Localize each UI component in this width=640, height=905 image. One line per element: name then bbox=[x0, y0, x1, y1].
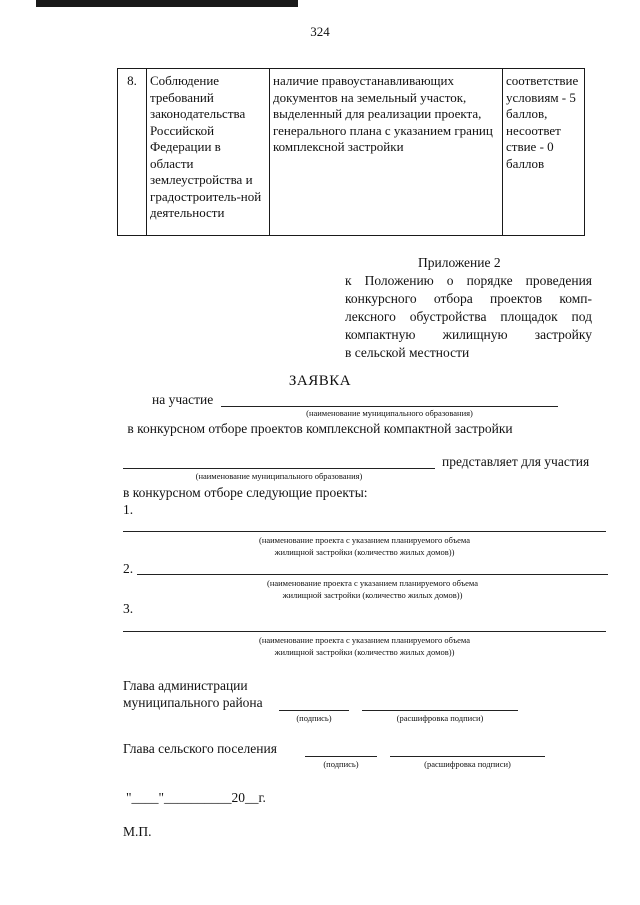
appendix-line: лексного обустройства площадок под bbox=[345, 309, 592, 324]
appendix-text bbox=[345, 272, 592, 362]
criteria-table bbox=[117, 68, 585, 236]
participation-label: на участие bbox=[152, 392, 214, 407]
documents-cell: наличие правоустанавливающих документов на земельный участок, выделенный для реализации проекта, генерального плана с указанием границ комплексной застройки bbox=[270, 69, 503, 236]
following-projects-label: в конкурсном отборе следующие проекты: bbox=[123, 485, 368, 500]
appendix-title: Приложение 2 bbox=[418, 255, 501, 270]
project-caption-1b: жилищной застройки (количество жилых домов)) bbox=[274, 547, 455, 557]
settlement-signature-line[interactable] bbox=[305, 756, 377, 757]
settlement-decoding-caption: (расшифровка подписи) bbox=[424, 759, 511, 769]
criterion-cell: Соблюдение требований законодательства Российской Федерации в области землеустройства и градостроитель-ной деятельности bbox=[147, 69, 270, 236]
table-row bbox=[118, 69, 585, 236]
admin-signature-line[interactable] bbox=[279, 710, 349, 711]
head-admin-line2: муниципального района bbox=[123, 695, 263, 710]
project-caption-2b: жилищной застройки (количество жилых домов)) bbox=[282, 590, 463, 600]
appendix-line: компактную жилищную застройку bbox=[345, 327, 592, 342]
appendix-line: к Положению о порядке проведения bbox=[345, 273, 592, 288]
project-caption-1a: (наименование проекта с указанием планируемого объема bbox=[258, 535, 471, 545]
appendix-line: конкурсного отбора проектов комп- bbox=[345, 291, 592, 306]
score-cell: соответствие условиям - 5 баллов, несоответ ствие - 0 баллов bbox=[503, 69, 585, 236]
project-line-2[interactable] bbox=[137, 574, 608, 575]
appendix-line: в сельской местности bbox=[345, 345, 470, 360]
admin-signature-caption: (подпись) bbox=[296, 713, 332, 723]
project-line-3[interactable] bbox=[123, 631, 606, 632]
represents-label: представляет для участия bbox=[442, 454, 590, 469]
project-number-1: 1. bbox=[123, 502, 134, 517]
admin-decoding-line[interactable] bbox=[362, 710, 518, 711]
date-line[interactable]: "____"__________20__г. bbox=[126, 790, 266, 805]
settlement-signature-caption: (подпись) bbox=[323, 759, 359, 769]
competition-line: в конкурсном отборе проектов комплексной компактной застройки bbox=[127, 421, 513, 436]
project-line-1[interactable] bbox=[123, 531, 606, 532]
page-number: 324 bbox=[310, 24, 330, 39]
top-scan-bar bbox=[36, 0, 298, 7]
municipality-caption: (наименование муниципального образования) bbox=[306, 408, 473, 418]
project-caption-3b: жилищной застройки (количество жилых домов)) bbox=[274, 647, 455, 657]
admin-decoding-caption: (расшифровка подписи) bbox=[396, 713, 484, 723]
head-settlement-label: Глава сельского поселения bbox=[123, 741, 277, 756]
row-number: 8. bbox=[118, 69, 147, 236]
form-title: ЗАЯВКА bbox=[288, 373, 352, 389]
head-admin-line1: Глава администрации bbox=[123, 678, 248, 693]
municipality-name-line-2[interactable] bbox=[123, 468, 435, 469]
project-number-3: 3. bbox=[123, 601, 134, 616]
project-number-2: 2. bbox=[123, 561, 134, 576]
project-caption-2a: (наименование проекта с указанием планируемого объема bbox=[266, 578, 479, 588]
municipality-caption-2: (наименование муниципального образования) bbox=[195, 471, 363, 481]
project-caption-3a: (наименование проекта с указанием планируемого объема bbox=[258, 635, 471, 645]
settlement-decoding-line[interactable] bbox=[390, 756, 545, 757]
stamp-label: М.П. bbox=[123, 824, 152, 839]
